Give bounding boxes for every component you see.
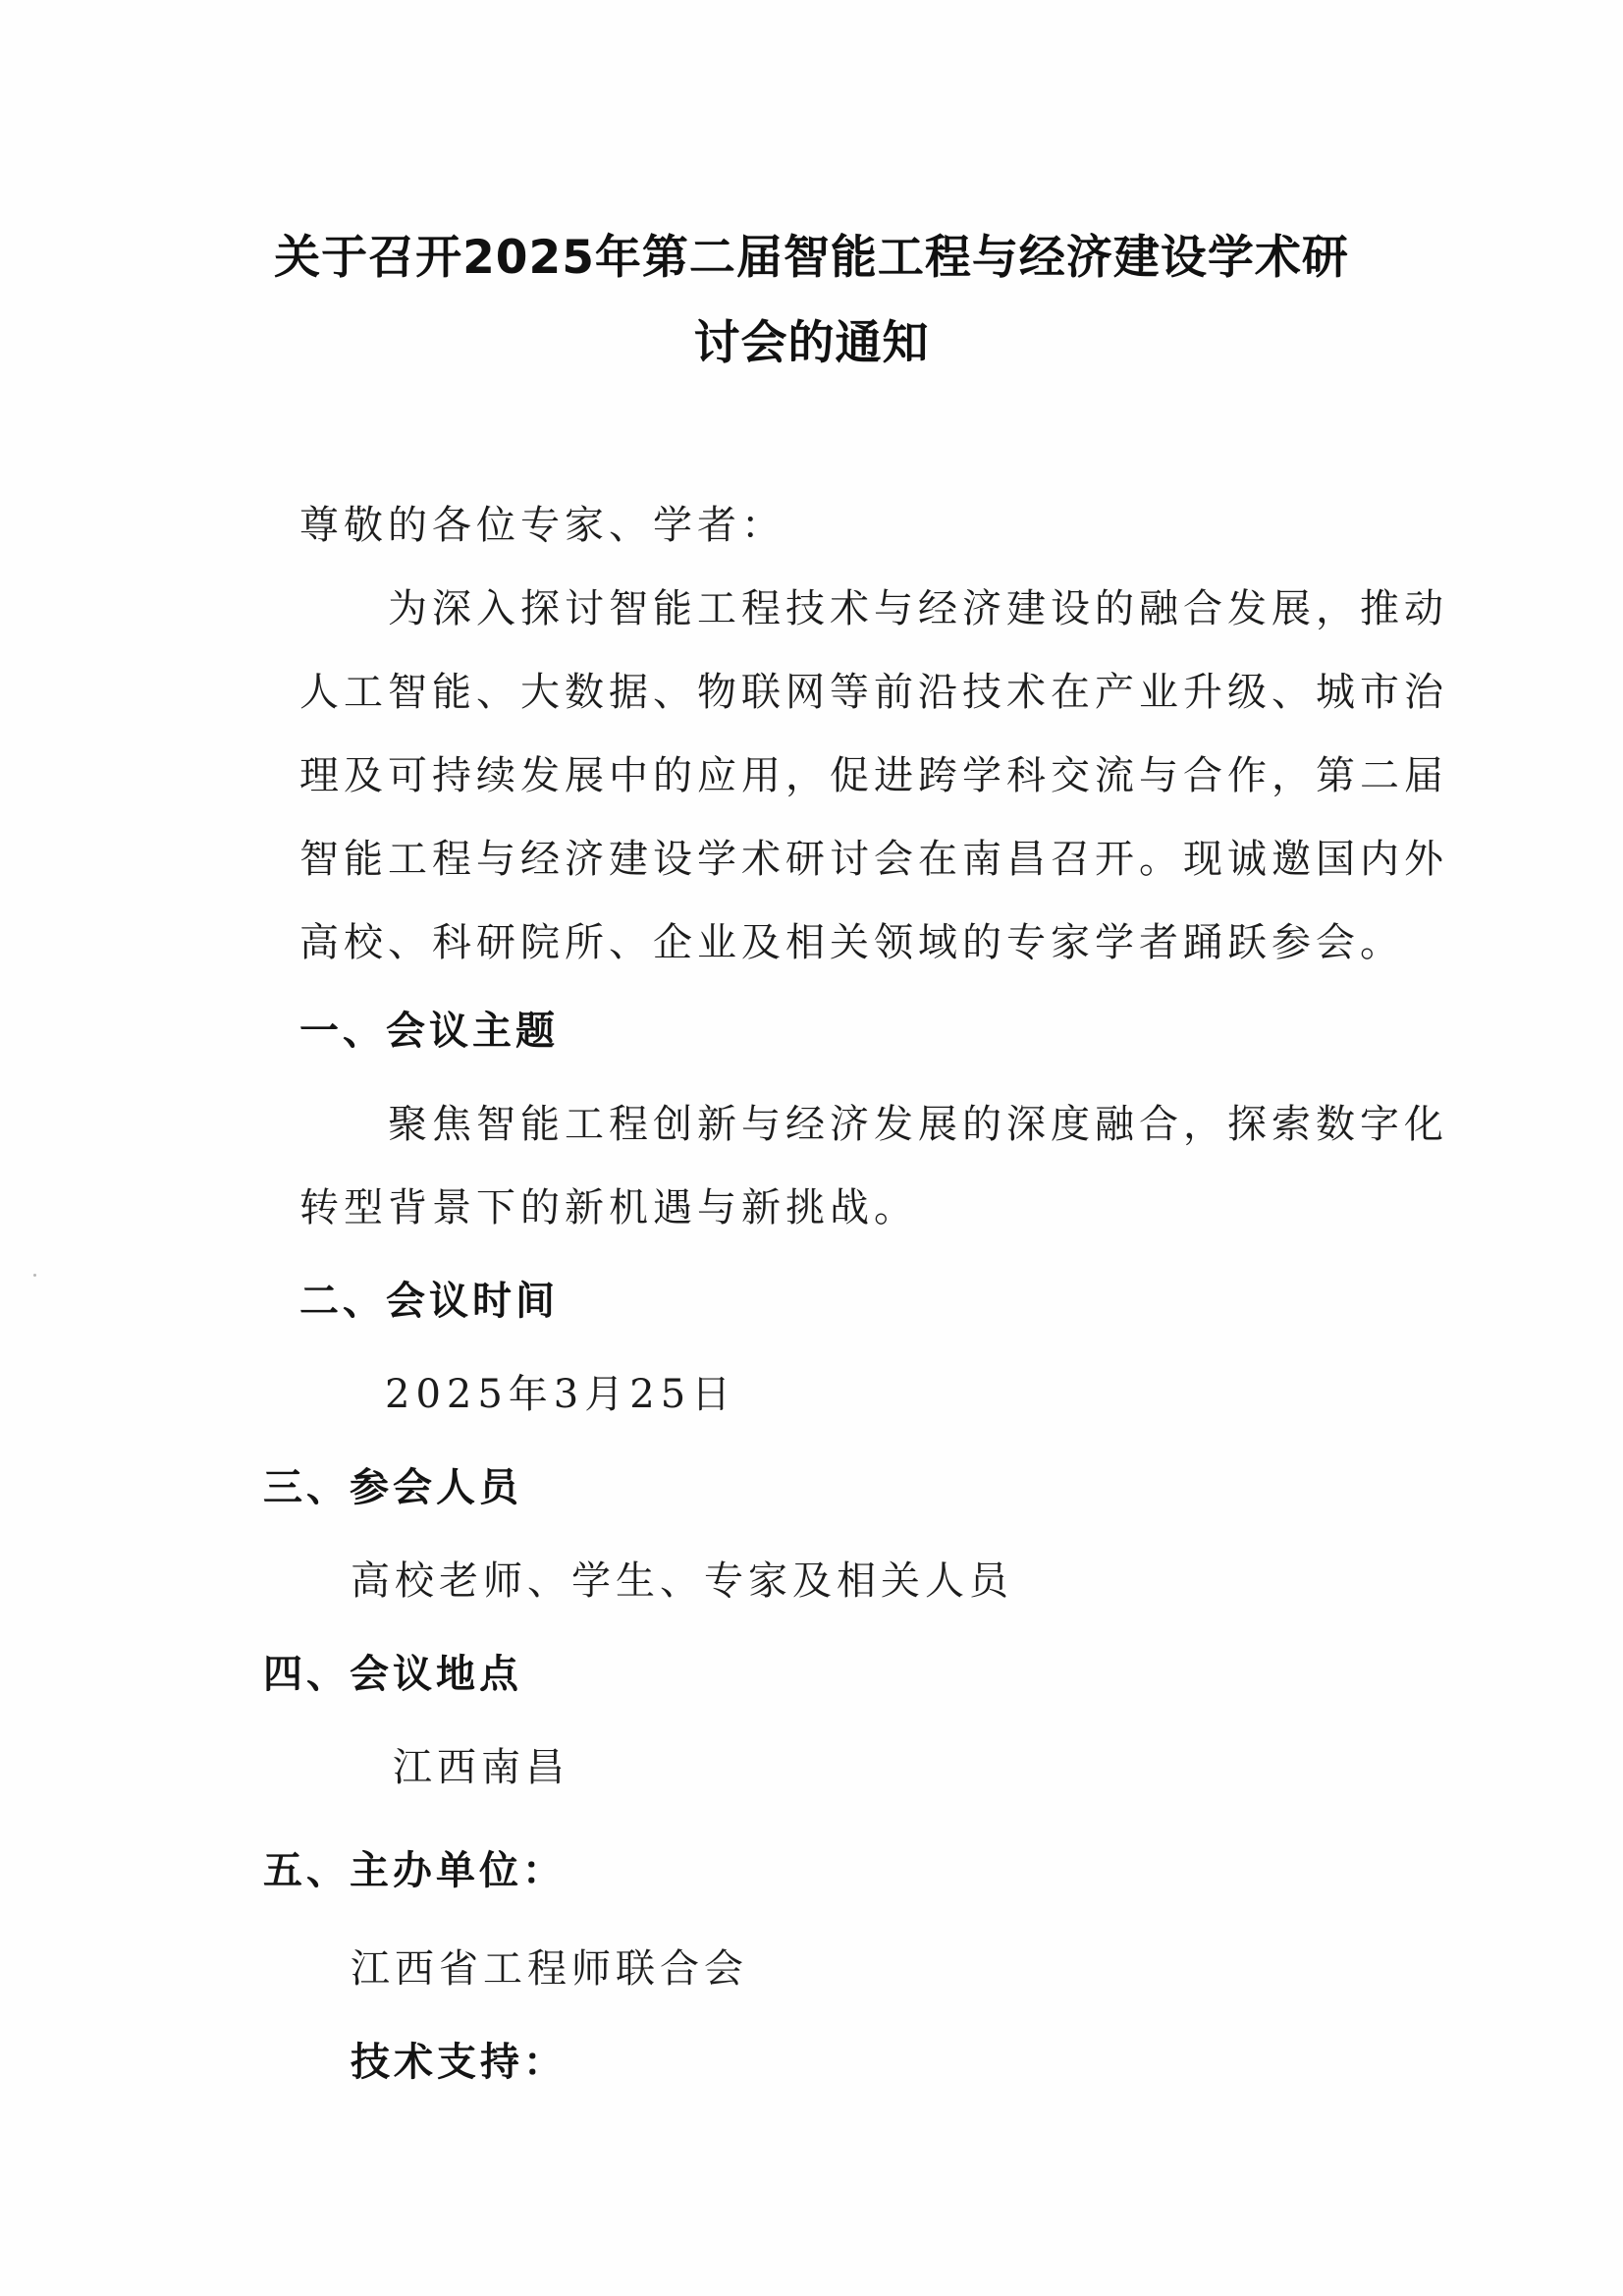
notice-title-line-2: 讨会的通知 (693, 316, 930, 370)
location-text: 江西南昌 (393, 1745, 569, 1790)
section-body-line: 聚焦智能工程创新与经济发展的深度融合，探索数字化 (388, 1102, 1448, 1147)
attendees-text: 高校老师、学生、专家及相关人员 (351, 1558, 1013, 1604)
tech-support-heading: 技术支持： (351, 2040, 567, 2085)
notice-title-line-1: 关于召开2025年第二届智能工程与经济建设学术研 (274, 231, 1349, 285)
intro-line: 智能工程与经济建设学术研讨会在南昌召开。现诚邀国内外 (299, 837, 1448, 882)
meeting-date: 2025年3月25日 (385, 1372, 737, 1417)
scan-speck (33, 1274, 36, 1277)
section-heading-theme: 一、会议主题 (299, 1009, 559, 1054)
intro-line: 为深入探讨智能工程技术与经济建设的融合发展，推动 (388, 586, 1448, 631)
section-body-line: 转型背景下的新机遇与新挑战。 (299, 1185, 918, 1230)
section-heading-organizer: 五、主办单位： (263, 1848, 566, 1893)
section-heading-time: 二、会议时间 (299, 1279, 559, 1324)
intro-line: 高校、科研院所、企业及相关领域的专家学者踊跃参会。 (299, 920, 1404, 965)
section-heading-attendees: 三、参会人员 (263, 1465, 522, 1510)
organizer-text: 江西省工程师联合会 (351, 1946, 748, 1992)
section-heading-location: 四、会议地点 (263, 1652, 522, 1697)
salutation: 尊敬的各位专家、学者： (299, 503, 785, 548)
intro-line: 人工智能、大数据、物联网等前沿技术在产业升级、城市治 (299, 670, 1448, 715)
intro-line: 理及可持续发展中的应用，促进跨学科交流与合作，第二届 (299, 753, 1448, 798)
